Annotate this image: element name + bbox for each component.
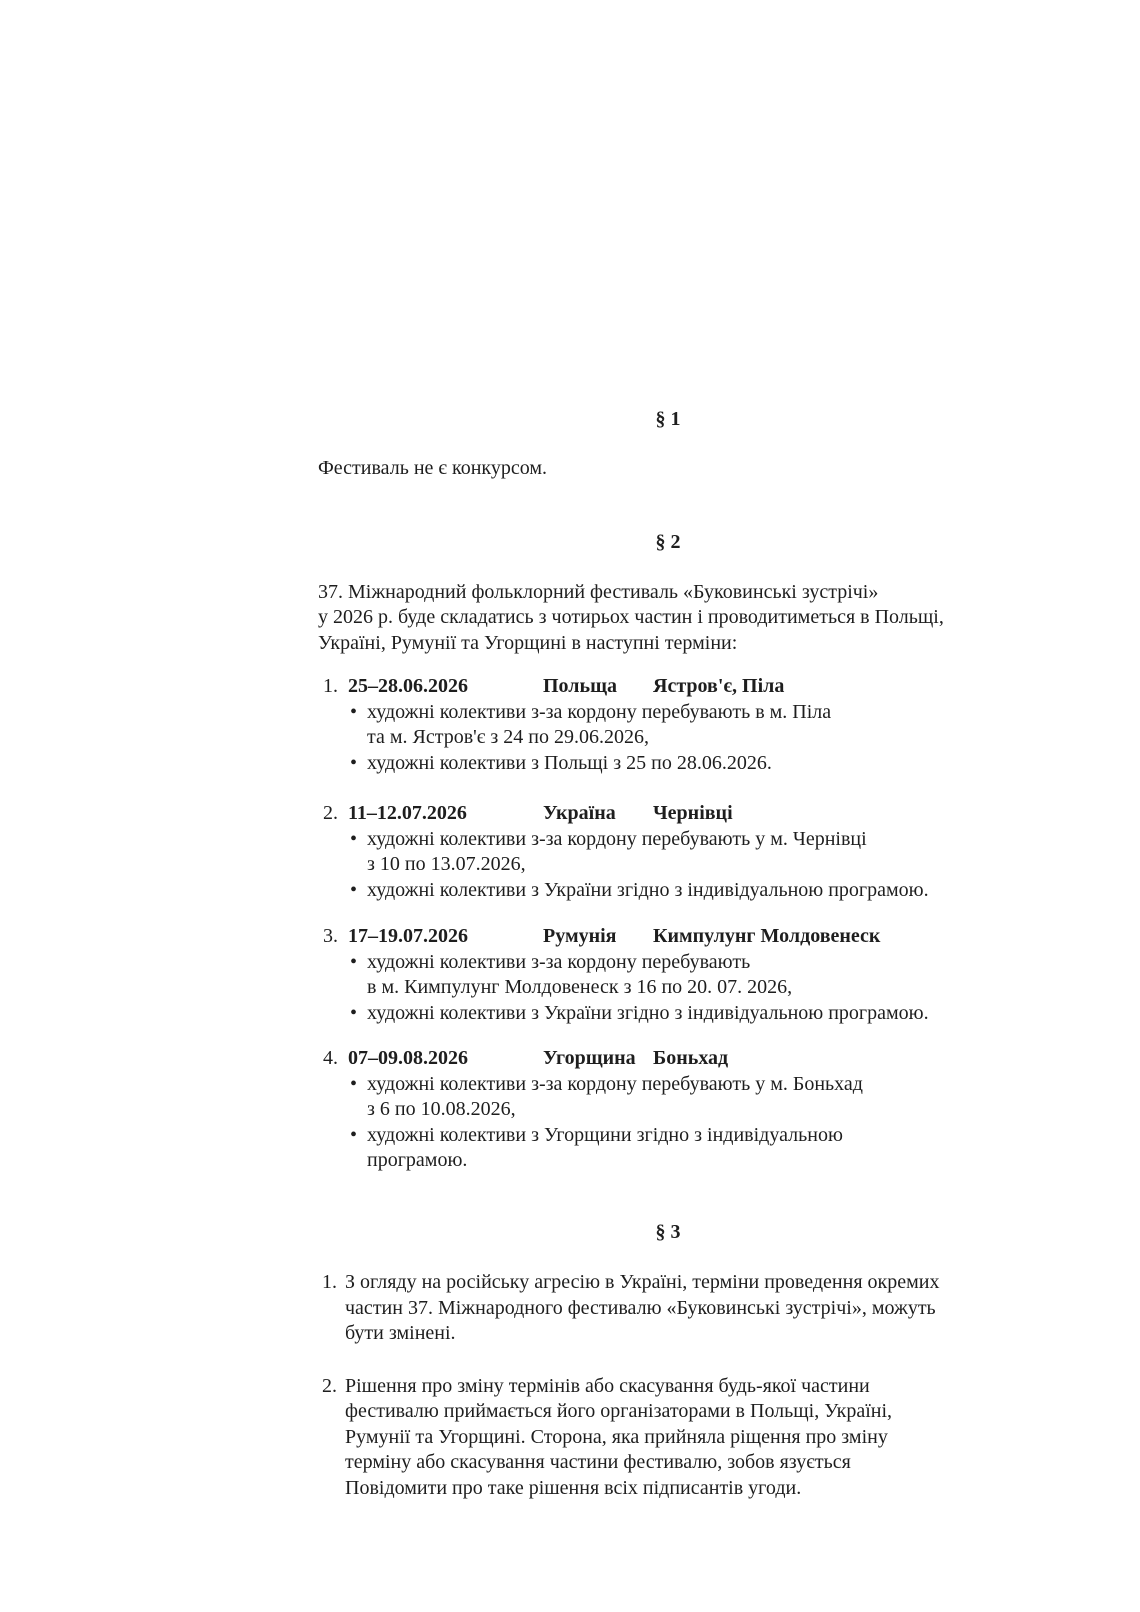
event-4-date: 07–09.08.2026: [348, 1047, 468, 1069]
bullet-icon: •: [350, 1001, 358, 1024]
event-1-bullet-2: [350, 751, 1018, 777]
event-2-bullet-1: [350, 827, 1018, 878]
bullet-line: художні колективи з-за кордону перебувають у м. Чернівці: [367, 827, 867, 850]
event-4-bullet-2: [350, 1123, 1018, 1174]
event-item-3: [318, 924, 1018, 1026]
event-item-1: [318, 674, 1018, 776]
bullet-text: [367, 751, 1018, 777]
section-2-heading: § 2: [655, 531, 681, 553]
bullet-icon: •: [350, 1072, 358, 1095]
bullet-text: [367, 1123, 1018, 1174]
event-2-date: 11–12.07.2026: [348, 802, 467, 824]
section-1-heading: § 1: [655, 408, 681, 430]
item-line: Повідомити про таке рішення всіх підписантів угоди.: [345, 1476, 802, 1499]
item-line: З огляду на російську агресію в Україні, терміни проведення окремих: [345, 1271, 940, 1293]
event-2-country: Україна: [543, 802, 616, 824]
item-1-text: [345, 1270, 1018, 1347]
bullet-text: [367, 950, 1018, 1001]
event-3-date: 17–19.07.2026: [348, 925, 468, 947]
bullet-line: програмою.: [367, 1149, 468, 1171]
item-1-number: 1.: [322, 1271, 337, 1293]
event-item-4: [318, 1046, 1018, 1174]
item-line: Румунії та Угорщині. Сторона, яка прийняла ріщення про зміну: [345, 1425, 888, 1448]
bullet-icon: •: [350, 950, 358, 973]
item-2-number: 2.: [322, 1374, 337, 1397]
section-2-intro: [318, 580, 1018, 657]
bullet-line: з 6 по 10.08.2026,: [367, 1098, 516, 1120]
event-1-country: Польща: [543, 675, 617, 697]
event-4-city: Боньхад: [653, 1047, 729, 1069]
event-1-bullet-1: [350, 700, 1018, 751]
item-line: терміну або скасування частини фестивалю, зобов язується: [345, 1451, 851, 1473]
bullet-line: з 10 по 13.07.2026,: [367, 853, 526, 875]
bullet-line: художні колективи з України згідно з індивідуальною програмою.: [367, 1001, 929, 1024]
bullet-icon: •: [350, 751, 358, 774]
event-item-2: [318, 801, 1018, 903]
bullet-text: [367, 1001, 1018, 1027]
event-4-country: Угорщина: [543, 1047, 636, 1069]
item-line: бути змінені.: [345, 1322, 456, 1344]
section-1-body: Фестиваль не є конкурсом.: [318, 456, 547, 479]
event-1-city: Ястров'є, Піла: [653, 675, 785, 697]
item-line: фестивалю приймається його організаторами в Польщі, Україні,: [345, 1400, 893, 1422]
bullet-line: художні колективи з-за кордону перебувають у м. Боньхад: [367, 1072, 863, 1095]
event-1-number: 1.: [323, 675, 338, 697]
intro-line: 37. Міжнародний фольклорний фестиваль «Буковинські зустрічі»: [318, 580, 879, 603]
event-1-date: 25–28.06.2026: [348, 675, 468, 697]
event-3-number: 3.: [323, 925, 338, 947]
event-3-bullet-2: [350, 1001, 1018, 1027]
intro-line: у 2026 р. буде складатись з чотирьох частин і проводитиметься в Польщі,: [318, 606, 944, 628]
bullet-line: художні колективи з Угорщини згідно з індивідуальною: [367, 1123, 843, 1146]
bullet-text: [367, 878, 1018, 904]
bullet-line: художні колективи з України згідно з індивідуальною програмою.: [367, 878, 929, 901]
event-4-number: 4.: [323, 1047, 338, 1069]
document-content: [318, 407, 1018, 1501]
numbered-item-1: [318, 1270, 1018, 1347]
bullet-icon: •: [350, 827, 358, 850]
bullet-text: [367, 700, 1018, 751]
item-2-text: [345, 1374, 1018, 1502]
event-1-header: [318, 674, 1018, 700]
bullet-line: художні колективи з Польщі з 25 по 28.06.2026.: [367, 751, 772, 774]
event-3-header: [318, 924, 1018, 950]
bullet-icon: •: [350, 1123, 358, 1146]
section-1: [318, 407, 1018, 481]
event-2-bullet-2: [350, 878, 1018, 904]
section-3: [318, 1220, 1018, 1502]
section-2: [318, 530, 1018, 1174]
event-4-bullet-1: [350, 1072, 1018, 1123]
event-3-city: Кимпулунг Молдовенеск: [653, 925, 881, 947]
section-3-heading: § 3: [655, 1220, 681, 1243]
item-line: частин 37. Міжнародного фестивалю «Буковинські зустрічі», можуть: [345, 1296, 936, 1319]
event-3-bullet-1: [350, 950, 1018, 1001]
bullet-text: [367, 827, 1018, 878]
event-4-header: [318, 1046, 1018, 1072]
bullet-line: в м. Кимпулунг Молдовенеск з 16 по 20. 07. 2026,: [367, 976, 793, 998]
item-line: Рішення про зміну термінів або скасування будь-якої частини: [345, 1374, 870, 1397]
bullet-line: художні колективи з-за кордону перебувають: [367, 950, 751, 973]
bullet-line: художні колективи з-за кордону перебувають в м. Піла: [367, 700, 832, 723]
bullet-text: [367, 1072, 1018, 1123]
numbered-item-2: [318, 1374, 1018, 1502]
bullet-line: та м. Ястров'є з 24 по 29.06.2026,: [367, 726, 649, 748]
event-2-number: 2.: [323, 802, 338, 824]
bullet-icon: •: [350, 700, 358, 723]
event-3-country: Румунія: [543, 925, 617, 947]
bullet-icon: •: [350, 878, 358, 901]
event-2-header: [318, 801, 1018, 827]
intro-line: Україні, Румунії та Угорщині в наступні терміни:: [318, 631, 738, 654]
event-2-city: Чернівці: [653, 802, 733, 824]
